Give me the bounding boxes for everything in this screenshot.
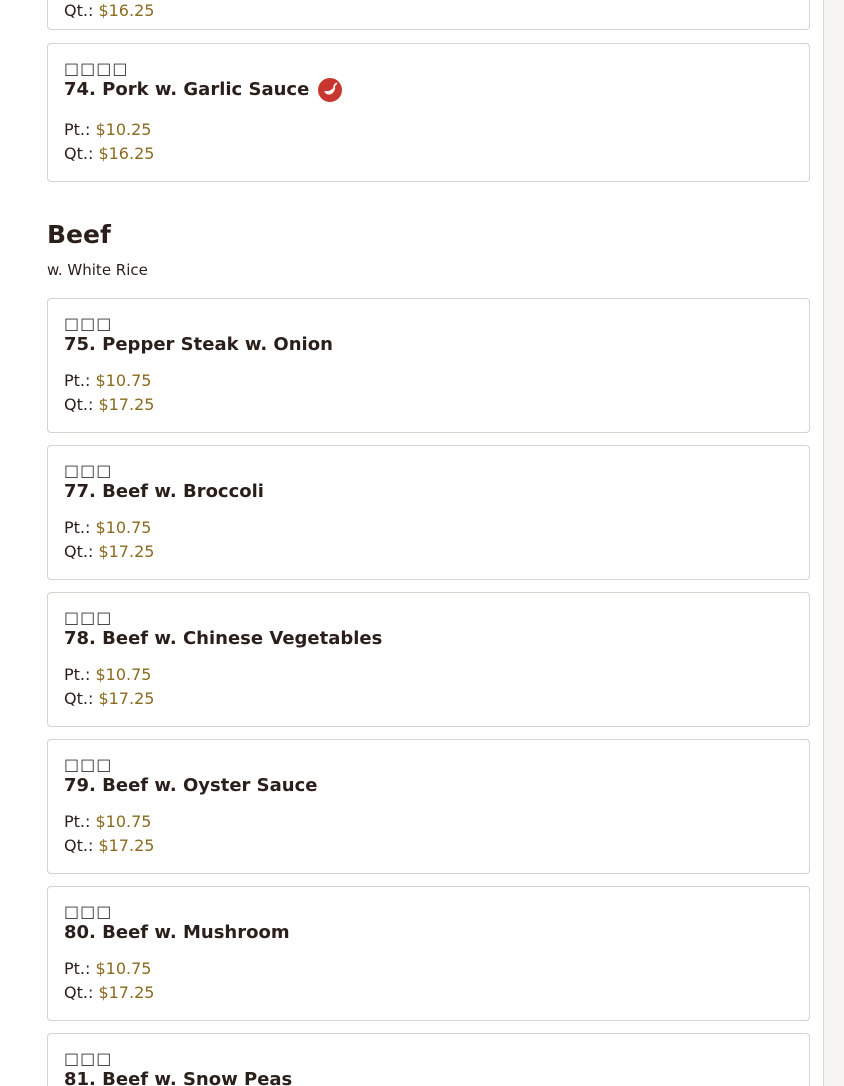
pint-price-line: [64, 812, 151, 832]
quart-price-line: [64, 144, 154, 164]
quart-price-line: [64, 395, 154, 415]
item-title: 80. Beef w. Mushroom: [64, 922, 290, 943]
item-title-row: [64, 921, 290, 945]
chinese-name: □□□: [64, 608, 113, 627]
pint-price: $10.75: [95, 518, 152, 537]
pint-price-line: [64, 518, 151, 538]
pint-label: Pt.:: [64, 665, 91, 684]
chinese-name: □□□: [64, 1049, 113, 1068]
pint-price: $10.75: [95, 812, 152, 831]
item-title: 74. Pork w. Garlic Sauce: [64, 79, 310, 100]
quart-price-line: [64, 1, 154, 21]
item-title-row: [64, 774, 317, 798]
quart-label: Qt.:: [64, 689, 94, 708]
chinese-name: □□□: [64, 314, 113, 333]
pint-price-line: [64, 120, 151, 140]
menu-item-card[interactable]: [47, 0, 810, 30]
item-title-row: [64, 333, 333, 357]
chinese-name: □□□: [64, 461, 113, 480]
pint-price: $10.25: [95, 120, 152, 139]
pint-label: Pt.:: [64, 959, 91, 978]
chinese-name: □□□: [64, 755, 113, 774]
section-subtitle: w. White Rice: [47, 261, 148, 279]
quart-price-line: [64, 689, 154, 709]
menu-item-card[interactable]: [47, 1033, 810, 1086]
quart-label: Qt.:: [64, 1, 94, 20]
chili-pepper-icon: [318, 78, 342, 102]
item-title: 75. Pepper Steak w. Onion: [64, 334, 333, 355]
quart-price-line: [64, 836, 154, 856]
quart-price: $17.25: [98, 983, 155, 1002]
section-title: Beef: [47, 220, 111, 249]
quart-label: Qt.:: [64, 395, 94, 414]
quart-price: $16.25: [98, 1, 155, 20]
item-title-row: [64, 1068, 292, 1086]
item-title: 78. Beef w. Chinese Vegetables: [64, 628, 383, 649]
chinese-name: □□□□: [64, 59, 129, 78]
pint-label: Pt.:: [64, 518, 91, 537]
quart-price: $17.25: [98, 689, 155, 708]
menu-item-card[interactable]: [47, 445, 810, 580]
pint-price: $10.75: [95, 665, 152, 684]
item-title: 79. Beef w. Oyster Sauce: [64, 775, 318, 796]
menu-item-card[interactable]: [47, 43, 810, 182]
quart-label: Qt.:: [64, 542, 94, 561]
quart-price: $16.25: [98, 144, 155, 163]
quart-price-line: [64, 542, 154, 562]
pint-price-line: [64, 959, 151, 979]
item-title-row: [64, 480, 264, 504]
quart-label: Qt.:: [64, 144, 94, 163]
pint-label: Pt.:: [64, 812, 91, 831]
quart-price-line: [64, 983, 154, 1003]
item-title: 81. Beef w. Snow Peas: [64, 1069, 293, 1086]
quart-price: $17.25: [98, 836, 155, 855]
menu-item-card[interactable]: [47, 592, 810, 727]
pint-price-line: [64, 665, 151, 685]
pint-price-line: [64, 371, 151, 391]
chinese-name: □□□: [64, 902, 113, 921]
pint-label: Pt.:: [64, 371, 91, 390]
menu-item-card[interactable]: [47, 886, 810, 1021]
menu-item-card[interactable]: [47, 739, 810, 874]
quart-label: Qt.:: [64, 836, 94, 855]
item-title: 77. Beef w. Broccoli: [64, 481, 264, 502]
quart-price: $17.25: [98, 542, 155, 561]
quart-price: $17.25: [98, 395, 155, 414]
item-title-row: [64, 627, 382, 651]
quart-label: Qt.:: [64, 983, 94, 1002]
pint-price: $10.75: [95, 959, 152, 978]
item-title-row: [64, 78, 342, 102]
menu-item-card[interactable]: [47, 298, 810, 433]
pint-label: Pt.:: [64, 120, 91, 139]
pint-price: $10.75: [95, 371, 152, 390]
